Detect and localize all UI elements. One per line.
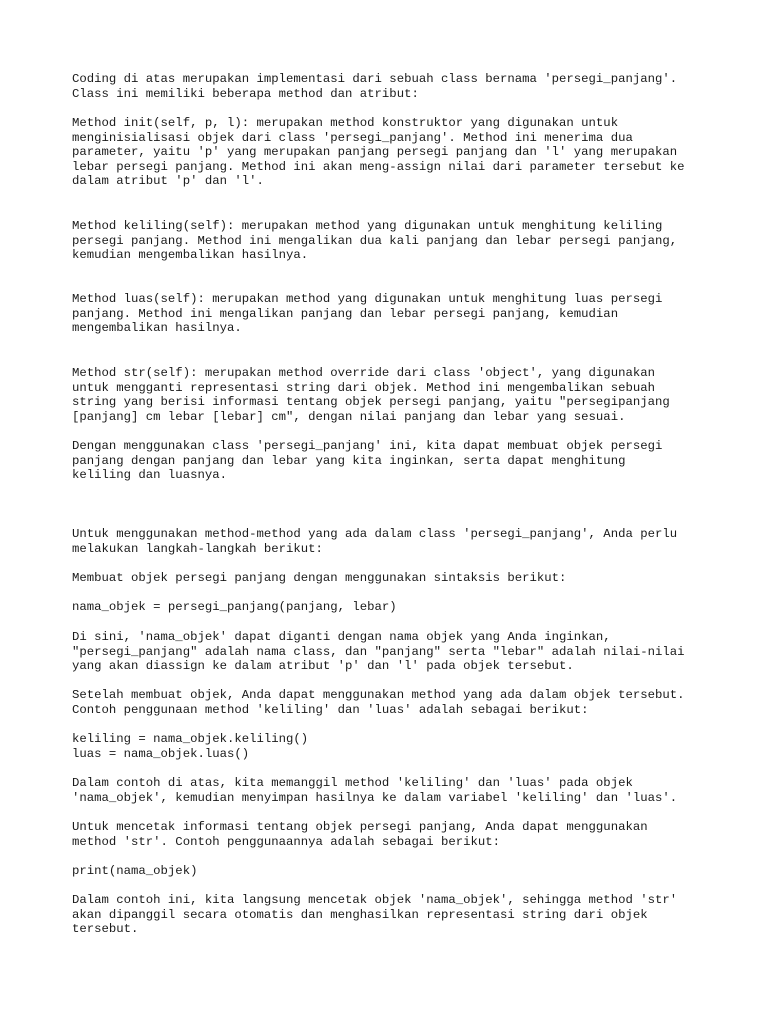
paragraph-class-usage: Dengan menggunakan class 'persegi_panjang' ini, kita dapat membuat objek persegi panjang dengan panjang dan lebar yang kita inginkan, serta dapat menghitung keliling dan luasnya. bbox=[72, 439, 663, 483]
code-line-constructor: nama_objek = persegi_panjang(panjang, lebar) bbox=[72, 600, 397, 614]
paragraph-method-luas: Method luas(self): merupakan method yang digunakan untuk menghitung luas persegi panjang. Method ini mengalikan panjang dan lebar persegi panjang, kemudian mengembalikan hasilnya. bbox=[72, 292, 663, 336]
paragraph-intro: Coding di atas merupakan implementasi dari sebuah class bernama 'persegi_panjang'. Class ini memiliki beberapa method dan atribut: bbox=[72, 72, 678, 101]
code-block-method-calls: keliling = nama_objek.keliling() luas = nama_objek.luas() bbox=[72, 732, 309, 761]
paragraph-method-init: Method init(self, p, l): merupakan method konstruktor yang digunakan untuk menginisialisasi objek dari class 'persegi_panjang'. Method ini menerima dua parameter, yaitu 'p' yang merupakan panjang persegi panjang dan 'l' yang merupakan lebar persegi panjang. Method ini akan meng-assign nilai dari parameter tersebut ke dalam atribut 'p' dan 'l'. bbox=[72, 116, 685, 189]
paragraph-method-usage: Setelah membuat objek, Anda dapat menggunakan method yang ada dalam objek tersebut. Contoh penggunaan method 'keliling' dan 'luas' adalah sebagai berikut: bbox=[72, 688, 685, 717]
paragraph-object-explanation: Di sini, 'nama_objek' dapat diganti dengan nama objek yang Anda inginkan, "persegi_panjang" adalah nama class, dan "panjang" serta "lebar" adalah nilai-nilai yang akan diassign ke dalam atribut 'p' dan 'l' pada objek tersebut. bbox=[72, 630, 685, 674]
paragraph-method-keliling: Method keliling(self): merupakan method yang digunakan untuk menghitung keliling persegi panjang. Method ini mengalikan dua kali panjang dan lebar persegi panjang, kemudian mengembalikan hasilnya. bbox=[72, 219, 678, 263]
code-line-print: print(nama_objek) bbox=[72, 864, 198, 878]
paragraph-create-object: Membuat objek persegi panjang dengan menggunakan sintaksis berikut: bbox=[72, 571, 567, 585]
paragraph-print-explanation: Dalam contoh ini, kita langsung mencetak objek 'nama_objek', sehingga method 'str' akan dipanggil secara otomatis dan menghasilkan representasi string dari objek tersebut. bbox=[72, 893, 678, 937]
paragraph-example-explanation: Dalam contoh di atas, kita memanggil method 'keliling' dan 'luas' pada objek 'nama_objek', kemudian menyimpan hasilnya ke dalam variabel 'keliling' dan 'luas'. bbox=[72, 776, 678, 805]
paragraph-method-str: Method str(self): merupakan method override dari class 'object', yang digunakan untuk mengganti representasi string dari objek. Method ini mengembalikan sebuah string yang berisi informasi tentang objek persegi panjang, yaitu "persegipanjang [panjang] cm lebar [lebar] cm", dengan nilai panjang dan lebar yang sesuai. bbox=[72, 366, 670, 424]
paragraph-steps-intro: Untuk menggunakan method-method yang ada dalam class 'persegi_panjang', Anda perlu melakukan langkah-langkah berikut: bbox=[72, 527, 678, 556]
paragraph-print-intro: Untuk mencetak informasi tentang objek persegi panjang, Anda dapat menggunakan method 'str'. Contoh penggunaannya adalah sebagai berikut: bbox=[72, 820, 648, 849]
